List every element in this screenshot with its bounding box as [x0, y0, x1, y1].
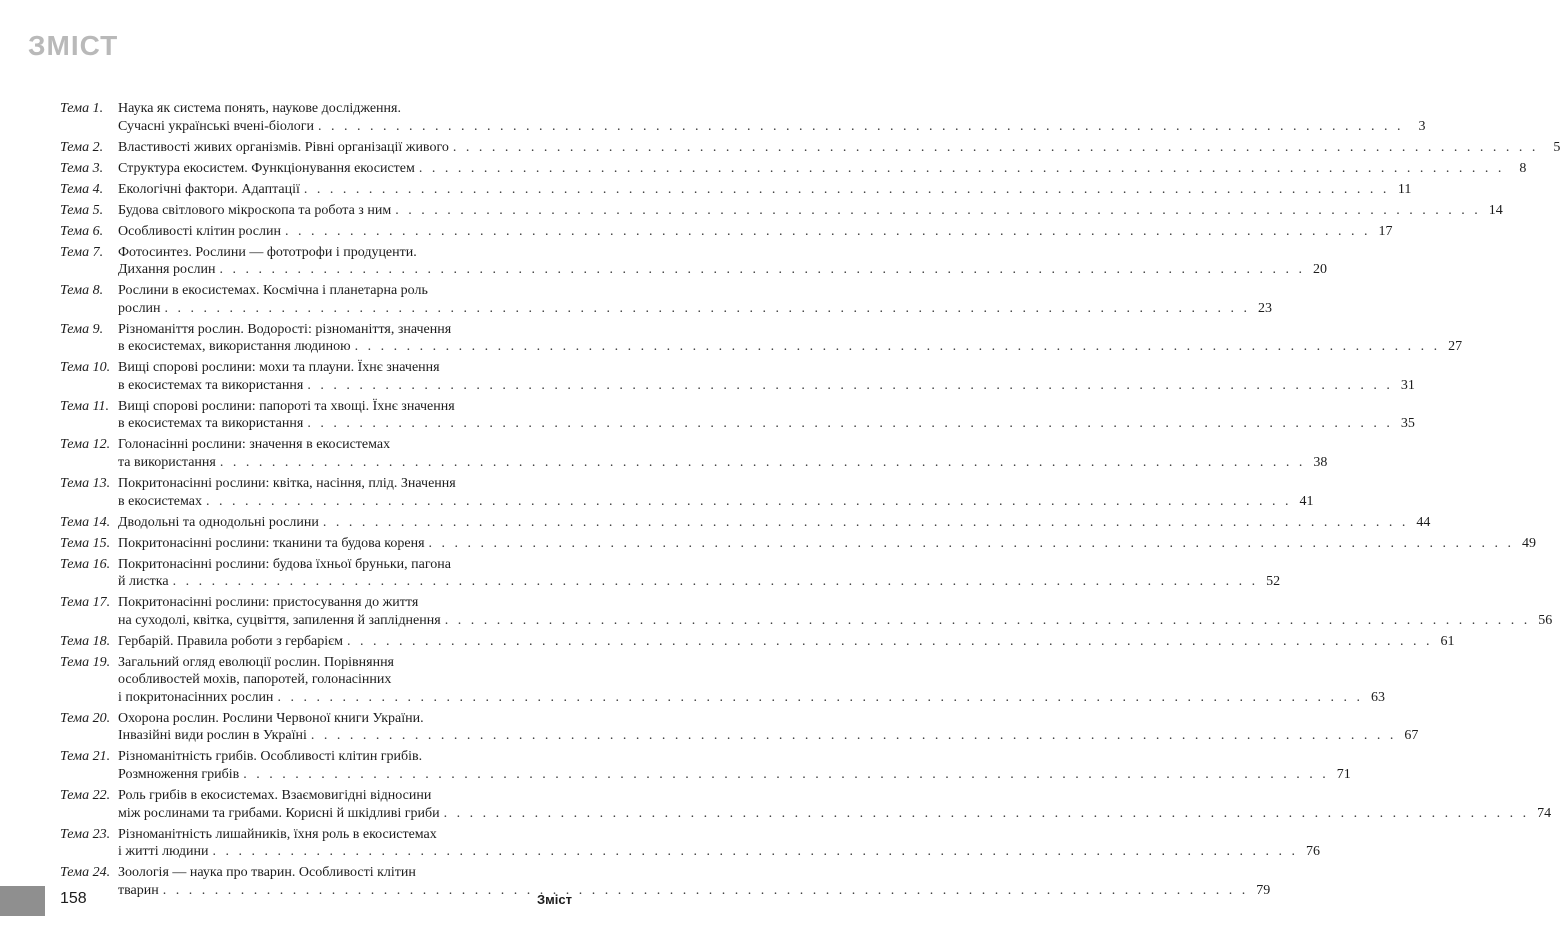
toc-entry — [60, 748, 1351, 783]
toc-entry-page-number: 76 — [1306, 844, 1321, 860]
leader-dots — [277, 689, 1363, 707]
toc-entry — [60, 223, 1393, 241]
toc-entry-title-line: Розмноження грибів — [118, 767, 240, 782]
toc-entry-last-line — [118, 261, 1327, 279]
toc-entry-body — [118, 475, 1314, 510]
toc-entry — [60, 514, 1431, 532]
toc-entry-page-number: 49 — [1522, 535, 1537, 551]
toc-entry-last-line — [118, 633, 1455, 651]
toc-entry-title-line: Екологічні фактори. Адаптації — [118, 181, 300, 197]
toc-entry-title-line: Інвазійні види рослин в Україні — [118, 728, 307, 744]
toc-entry-title-line: Покритонасінні рослини: пристосування до життя — [118, 595, 419, 611]
toc-entry — [60, 321, 1463, 356]
toc-entry — [60, 556, 1281, 591]
toc-entry-last-line — [118, 202, 1503, 220]
toc-entry-body — [118, 710, 1418, 745]
toc-entry-title-line: тварин — [118, 882, 159, 898]
toc-entry-body — [118, 100, 1425, 135]
toc-entry-label: Тема 15. — [60, 535, 111, 551]
toc-entry-body — [118, 223, 1392, 241]
leader-dots — [453, 139, 1539, 157]
toc-entry-body — [118, 556, 1280, 591]
toc-entry-last-line — [118, 118, 1425, 136]
toc-entry-last-line — [118, 300, 1272, 318]
toc-entry-last-line — [118, 535, 1536, 553]
toc-entry-title-line: Різноманітність грибів. Особливості клітин грибів. — [118, 749, 423, 765]
toc-entry-label: Тема 17. — [60, 595, 111, 611]
toc-entry — [60, 654, 1385, 707]
toc-entry-label: Тема 10. — [60, 360, 111, 376]
toc-entry-last-line — [118, 415, 1415, 433]
toc-entry-title-line: Структура екосистем. Функціонування екосистем — [118, 160, 415, 176]
toc-entry-last-line — [118, 139, 1560, 157]
toc-entry-label: Тема 3. — [60, 160, 104, 176]
toc-entry-label: Тема 2. — [60, 139, 104, 155]
toc-entry-last-line — [118, 377, 1415, 395]
toc-entry-label: Тема 24. — [60, 865, 111, 881]
toc-entry-page-number: 27 — [1448, 339, 1463, 355]
toc-entry-page-number: 74 — [1537, 805, 1552, 821]
toc-entry-title-line: особливостей мохів, папоротей, голонасінних — [118, 672, 392, 688]
toc-entry-body — [118, 633, 1455, 651]
toc-entry-label: Тема 12. — [60, 437, 111, 453]
page-title: ЗМІСТ — [28, 30, 119, 61]
toc-entry — [60, 139, 1560, 157]
leader-dots — [444, 805, 1530, 823]
toc-entry — [60, 160, 1527, 178]
toc-entry-last-line — [118, 727, 1418, 745]
toc-entry-body — [118, 594, 1552, 629]
toc-entry-page-number: 20 — [1313, 262, 1328, 278]
leader-dots — [165, 300, 1251, 318]
toc-entry-body — [118, 535, 1536, 553]
toc-entry — [60, 864, 1271, 899]
toc-entry-last-line — [118, 223, 1392, 241]
toc-entry-page-number: 63 — [1370, 689, 1385, 705]
toc-entry — [60, 398, 1415, 433]
toc-entry-title-line: Загальний огляд еволюції рослин. Порівняння — [118, 654, 394, 670]
toc-entry — [60, 359, 1415, 394]
toc-entry-title-line: Будова світлового мікроскопа та робота з ним — [118, 202, 392, 218]
toc-entry-body — [118, 787, 1551, 822]
toc-entry-title-line: Зоологія — наука про тварин. Особливості клітин — [118, 865, 416, 881]
footer-section-title: Зміст — [537, 892, 572, 907]
toc-entry-label: Тема 8. — [60, 283, 104, 299]
toc-entry-label: Тема 22. — [60, 787, 111, 803]
toc-entry-title-line: та використання — [118, 454, 216, 470]
toc-entry-page-number: 23 — [1258, 300, 1273, 316]
toc-entry-last-line — [118, 181, 1411, 199]
toc-entry-page-number: 52 — [1266, 574, 1281, 590]
toc-entry-title-line: в екосистемах — [118, 493, 202, 509]
toc-entry-title-line: Рослини в екосистемах. Космічна і планетарна роль — [118, 283, 428, 299]
toc-entry-title-line: Сучасні українські вчені-біологи — [118, 118, 314, 134]
toc-entry-page-number: 67 — [1404, 728, 1419, 744]
toc-entry — [60, 826, 1321, 861]
toc-entry-body — [118, 202, 1503, 220]
toc-entry-title-line: Різноманіття рослин. Водорості: різноманіття, значення — [118, 321, 452, 337]
leader-dots — [243, 766, 1329, 784]
toc-entry-page-number: 56 — [1538, 612, 1553, 628]
toc-entry-body — [118, 864, 1270, 899]
toc-entry-title-line: Вищі спорові рослини: мохи та плауни. Їхнє значення — [118, 360, 440, 376]
toc-entry — [60, 633, 1455, 651]
toc-entry-page-number: 71 — [1336, 767, 1351, 782]
toc-entry-body — [118, 514, 1430, 532]
toc-entry-title-line: Фотосинтез. Рослини — фототрофи і продуценти. — [118, 244, 417, 260]
toc-entry-page-number: 5 — [1553, 139, 1560, 155]
toc-entry-title-line: в екосистемах, використання людиною — [118, 339, 351, 355]
toc-entry-label: Тема 20. — [60, 710, 111, 726]
leader-dots — [220, 261, 1306, 279]
toc-entry-body — [118, 321, 1462, 356]
toc-entry-body — [118, 181, 1411, 199]
leader-dots — [429, 535, 1515, 553]
toc-entry-label: Тема 7. — [60, 244, 104, 260]
leader-dots — [173, 573, 1259, 591]
leader-dots — [213, 843, 1299, 861]
toc-entry-last-line — [118, 454, 1327, 472]
page-number: 158 — [60, 890, 87, 907]
toc-entry-label: Тема 19. — [60, 654, 111, 670]
toc-entry-label: Тема 1. — [60, 101, 104, 116]
toc-entry-title-line: Дихання рослин — [118, 262, 216, 278]
toc-entry-page-number: 31 — [1400, 377, 1415, 393]
leader-dots — [304, 181, 1390, 199]
toc-entry-last-line — [118, 766, 1351, 784]
leader-dots — [307, 377, 1393, 395]
toc-entry-page-number: 8 — [1519, 160, 1527, 176]
toc-entry-label: Тема 5. — [60, 202, 104, 218]
leader-dots — [355, 338, 1441, 356]
toc-entry-last-line — [118, 573, 1280, 591]
toc-entry-page-number: 3 — [1418, 118, 1426, 134]
toc-entry-title-line: і покритонасінних рослин — [118, 689, 274, 705]
toc-entry-title-line: Властивості живих організмів. Рівні організації живого — [118, 139, 449, 155]
toc-entry-last-line — [118, 493, 1314, 511]
toc-entry-last-line — [118, 338, 1462, 356]
toc-entry-title-line: рослин — [118, 300, 161, 316]
toc-entry-body — [118, 826, 1320, 861]
toc-entry-body — [118, 282, 1272, 317]
toc-entry-page-number: 14 — [1488, 202, 1503, 218]
toc-entry-title-line: Гербарій. Правила роботи з гербарієм — [118, 633, 344, 649]
toc-entry-label: Тема 9. — [60, 321, 104, 337]
toc-entry-page-number: 11 — [1397, 181, 1412, 197]
leader-dots — [307, 415, 1393, 433]
toc-entry-label: Тема 18. — [60, 633, 111, 649]
toc-entry-body — [118, 436, 1327, 471]
footer-bar — [0, 886, 45, 916]
toc-entry-title-line: Охорона рослин. Рослини Червоної книги України. — [118, 710, 424, 726]
toc-entry — [60, 282, 1273, 317]
toc-entry-body — [118, 160, 1526, 178]
toc-entry-last-line — [118, 882, 1270, 900]
leader-dots — [311, 727, 1397, 745]
leader-dots — [206, 493, 1292, 511]
toc-entry-title-line: Покритонасінні рослини: квітка, насіння, плід. Значення — [118, 475, 456, 491]
toc-entry-title-line: Різноманітність лишайників, їхня роль в екосистемах — [118, 826, 437, 842]
table-of-contents — [60, 100, 1560, 903]
toc-entry — [60, 535, 1537, 553]
toc-entry-page-number: 44 — [1416, 514, 1431, 530]
toc-entry-body — [118, 398, 1415, 433]
toc-entry-title-line: Голонасінні рослини: значення в екосистемах — [118, 437, 391, 453]
toc-entry-label: Тема 14. — [60, 514, 111, 530]
toc-entry-page-number: 35 — [1400, 416, 1415, 432]
toc-entry-label: Тема 16. — [60, 556, 111, 572]
leader-dots — [220, 454, 1306, 472]
toc-entry-page-number: 41 — [1299, 493, 1314, 509]
toc-entry-last-line — [118, 805, 1551, 823]
leader-dots — [318, 118, 1404, 136]
toc-entry-title-line: Роль грибів в екосистемах. Взаємовигідні відносини — [118, 787, 432, 803]
leader-dots — [323, 514, 1409, 532]
toc-entry-label: Тема 21. — [60, 749, 111, 765]
toc-entry-body — [118, 654, 1385, 707]
toc-entry-last-line — [118, 843, 1320, 861]
toc-entry-title-line: Особливості клітин рослин — [118, 223, 281, 239]
toc-entry-title-line: Дводольні та однодольні рослини — [118, 514, 319, 530]
toc-entry-title-line: в екосистемах та використання — [118, 377, 304, 393]
toc-entry — [60, 181, 1412, 199]
toc-entry — [60, 787, 1552, 822]
toc-entry — [60, 710, 1419, 745]
toc-entry-title-line: Вищі спорові рослини: папороті та хвощі. Їхнє значення — [118, 398, 455, 414]
toc-entry-page-number: 61 — [1440, 633, 1455, 649]
toc-entry — [60, 244, 1328, 279]
toc-entry-title-line: між рослинами та грибами. Корисні й шкідливі гриби — [118, 805, 440, 821]
toc-entry-label: Тема 11. — [60, 398, 110, 414]
toc-entry — [60, 475, 1314, 510]
toc-entry-label: Тема 4. — [60, 181, 104, 197]
toc-entry-page-number: 17 — [1378, 223, 1393, 239]
toc-entry-title-line: й листка — [118, 574, 169, 590]
toc-entry — [60, 100, 1426, 135]
toc-entry-title-line: Наука як система понять, наукове дослідження. — [118, 101, 401, 116]
toc-entry — [60, 202, 1503, 220]
toc-entry — [60, 436, 1328, 471]
toc-entry-body — [118, 748, 1351, 783]
toc-entry-title-line: на суходолі, квітка, суцвіття, запилення й запліднення — [118, 612, 441, 628]
toc-entry-title-line: в екосистемах та використання — [118, 416, 304, 432]
toc-entry-body — [118, 139, 1560, 157]
toc-entry-page-number: 79 — [1256, 882, 1271, 898]
toc-entry-body — [118, 244, 1327, 279]
toc-entry-last-line — [118, 612, 1552, 630]
toc-entry-title-line: і житті людини — [118, 844, 209, 860]
toc-entry-title-line: Покритонасінні рослини: будова їхньої бруньки, пагона — [118, 556, 451, 572]
leader-dots — [395, 202, 1481, 220]
leader-dots — [285, 223, 1371, 241]
toc-entry-body — [118, 359, 1415, 394]
toc-entry — [60, 594, 1553, 629]
toc-entry-last-line — [118, 689, 1385, 707]
leader-dots — [347, 633, 1433, 651]
leader-dots — [163, 882, 1249, 900]
toc-entry-last-line — [118, 514, 1430, 532]
leader-dots — [445, 612, 1531, 630]
toc-entry-last-line — [118, 160, 1526, 178]
toc-entry-label: Тема 13. — [60, 475, 111, 491]
leader-dots — [419, 160, 1505, 178]
toc-entry-page-number: 38 — [1313, 454, 1328, 470]
toc-entry-title-line: Покритонасінні рослини: тканини та будова кореня — [118, 535, 425, 551]
toc-entry-label: Тема 23. — [60, 826, 111, 842]
toc-entry-label: Тема 6. — [60, 223, 104, 239]
